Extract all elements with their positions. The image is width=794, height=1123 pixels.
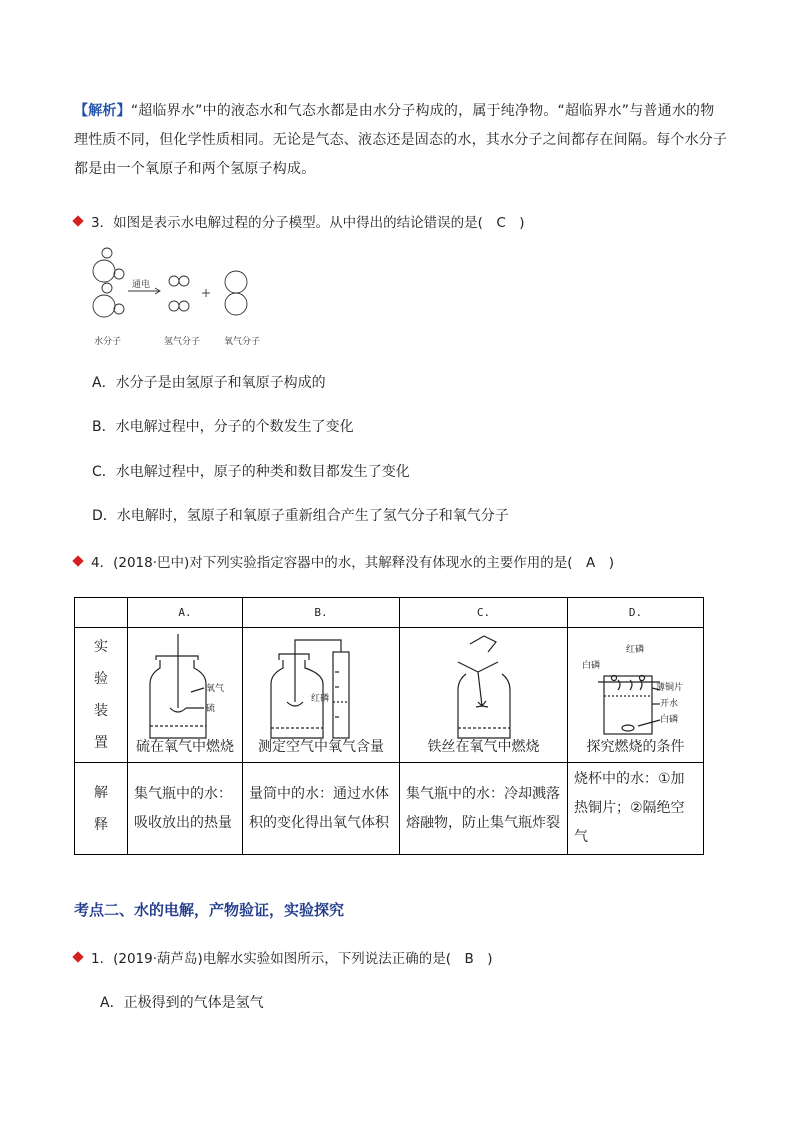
analysis-paragraph xyxy=(74,97,728,184)
bullet-diamond-icon xyxy=(72,555,83,566)
bullet-diamond-icon xyxy=(72,215,83,226)
caption-b: 测定空气中氧气含量 xyxy=(258,739,384,755)
table-row-apparatus xyxy=(75,628,704,763)
label-red-phosphorus: 红磷 xyxy=(311,694,330,704)
table-header-row xyxy=(75,598,704,628)
header-c: C. xyxy=(400,598,568,628)
iron-wire-bottle-illustration xyxy=(400,632,568,742)
q3-option-d: D．水电解时，氢原子和氧原子重新组合产生了氢气分子和氧气分子 xyxy=(92,508,509,524)
combustion-beaker-illustration xyxy=(568,632,704,742)
sulfur-bottle-illustration xyxy=(128,632,243,742)
explanation-d: 烧杯中的水：①加热铜片；②隔绝空气 xyxy=(568,763,704,855)
section-title: 考点二、水的电解，产物验证，实验探究 xyxy=(74,901,345,919)
row-label-explanation: 解 释 xyxy=(75,763,128,855)
apparatus-cell-b xyxy=(243,628,400,763)
explanation-c: 集气瓶中的水：冷却溅落熔融物，防止集气瓶炸裂 xyxy=(400,763,568,855)
question-1-stem: 1．(2019·葫芦岛)电解水实验如图所示，下列说法正确的是( B ) xyxy=(91,951,493,967)
analysis-text: “超临界水”中的液态水和气态水都是由水分子构成的，属于纯净物。“超临界水”与普通水的物理性质不同，但化学性质相同。无论是气态、液态还是固态的水，其水分子之间都存在间隔。每个水分子都是由一个氧原子和两个氢原子构成。 xyxy=(74,103,728,177)
label-red-phosphorus-d: 红磷 xyxy=(626,645,645,655)
phosphorus-bottle-illustration xyxy=(243,632,400,742)
table-row-explanation xyxy=(75,763,704,855)
label-oxygen: 氧气 xyxy=(206,684,225,694)
caption-c: 铁丝在氧气中燃烧 xyxy=(427,739,540,755)
apparatus-cell-d xyxy=(568,628,704,763)
header-empty xyxy=(75,598,128,628)
experiment-table xyxy=(74,597,704,855)
label-water-molecule: 水分子 xyxy=(94,337,122,347)
apparatus-cell-c xyxy=(400,628,568,763)
label-boiling-water: 开水 xyxy=(660,699,679,709)
caption-a: 硫在氧气中燃烧 xyxy=(136,739,234,755)
question-1 xyxy=(74,947,493,967)
question-4-stem: 4．(2018·巴中)对下列实验指定容器中的水，其解释没有体现水的主要作用的是( A ) xyxy=(91,555,615,571)
question-3 xyxy=(74,211,525,231)
apparatus-cell-a xyxy=(128,628,243,763)
explanation-a: 集气瓶中的水：吸收放出的热量 xyxy=(128,763,243,855)
q1-option-a: A．正极得到的气体是氢气 xyxy=(100,995,264,1011)
label-sulfur: 硫 xyxy=(206,704,216,714)
label-hydrogen-molecule: 氢气分子 xyxy=(164,337,201,347)
q3-option-b: B．水电解过程中，分子的个数发生了变化 xyxy=(92,419,354,435)
molecule-model-svg xyxy=(88,244,288,348)
q3-option-a: A．水分子是由氢原子和氧原子构成的 xyxy=(92,375,326,391)
q3-option-c: C．水电解过程中，原子的种类和数目都发生了变化 xyxy=(92,464,410,480)
caption-d: 探究燃烧的条件 xyxy=(586,739,685,755)
header-d: D. xyxy=(568,598,704,628)
explanation-b: 量筒中的水：通过水体积的变化得出氧气体积 xyxy=(243,763,400,855)
label-white-phosphorus-top: 白磷 xyxy=(582,661,601,671)
bullet-diamond-icon xyxy=(72,951,83,962)
electrolysis-molecule-diagram xyxy=(88,244,288,348)
header-a: A. xyxy=(128,598,243,628)
label-oxygen-molecule: 氧气分子 xyxy=(224,337,261,347)
label-white-phosphorus-bottom: 白磷 xyxy=(660,715,679,725)
analysis-tag: 【解析】 xyxy=(74,103,131,119)
label-copper-sheet: 薄铜片 xyxy=(656,683,684,693)
arrow-label: 通电 xyxy=(132,280,151,290)
row-label-apparatus: 实 验 装 置 xyxy=(75,628,128,763)
question-4 xyxy=(74,551,614,571)
question-3-stem: 3．如图是表示水电解过程的分子模型。从中得出的结论错误的是( C ) xyxy=(91,215,525,231)
header-b: B. xyxy=(243,598,400,628)
